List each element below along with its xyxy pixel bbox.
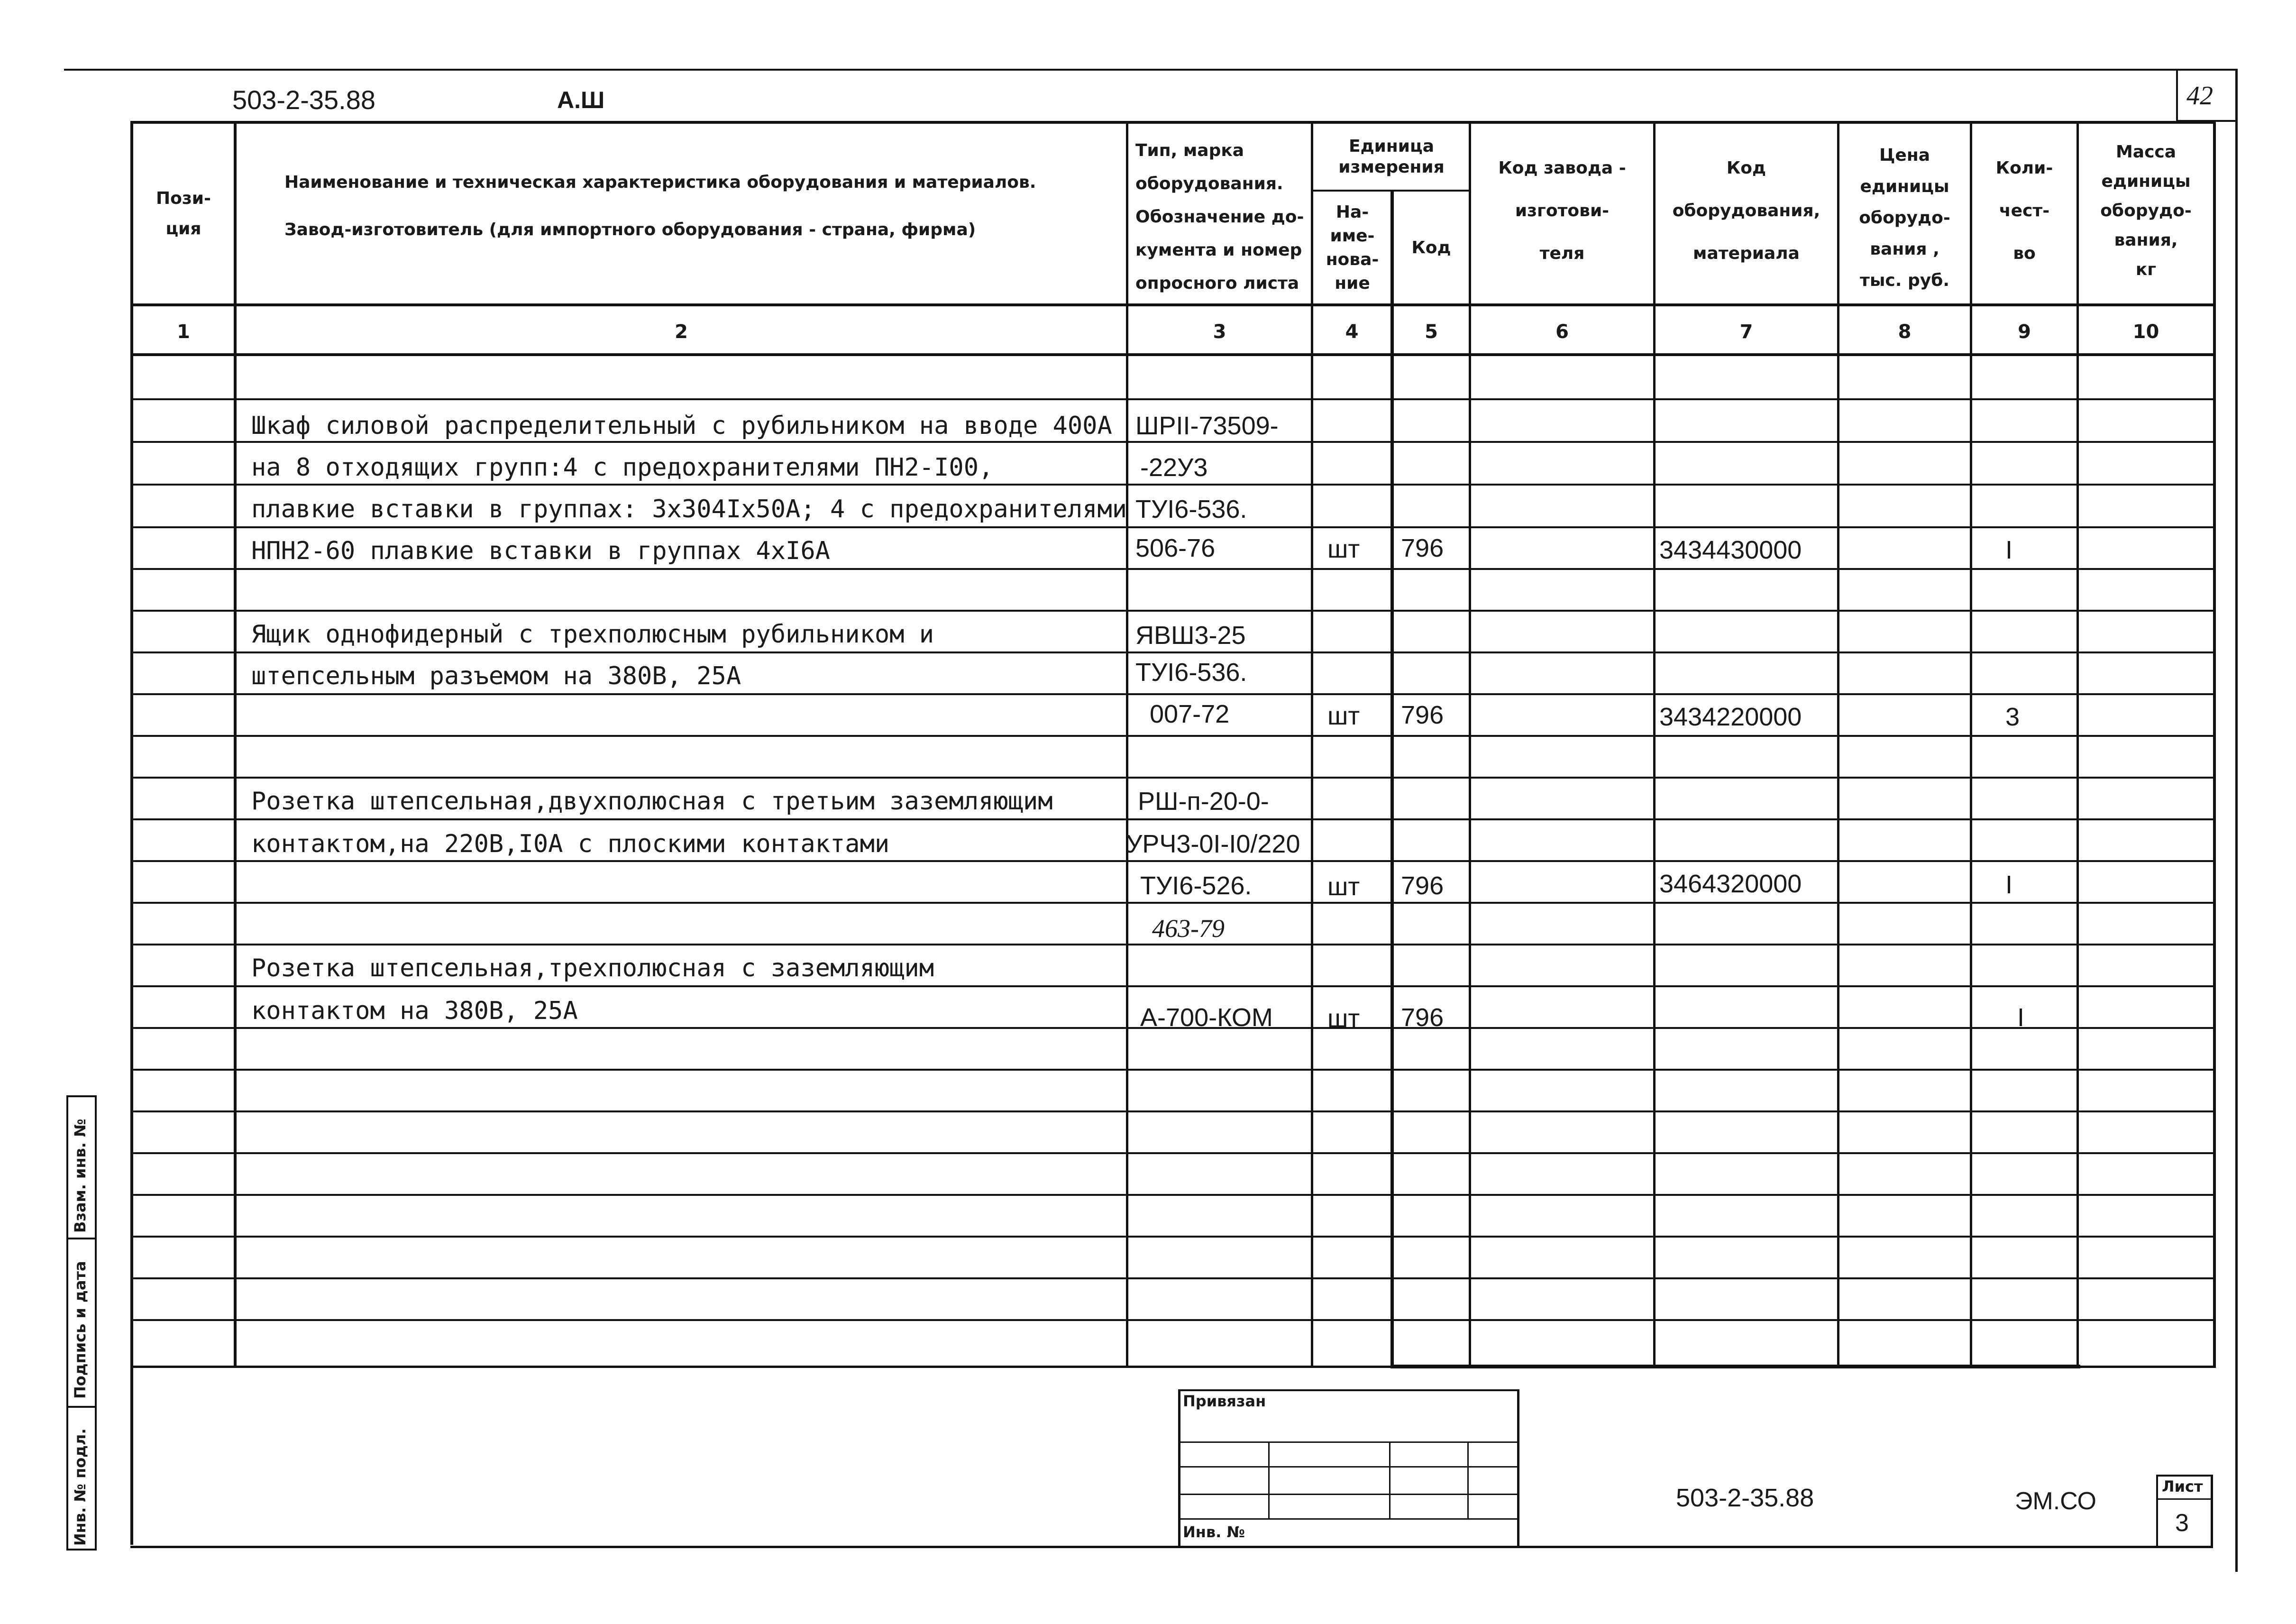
item-unit-code: 796: [1401, 1003, 1444, 1032]
row-line: [130, 441, 2214, 443]
item-name: плавкие вставки в группах: 3х304Iх50А; 4 с предохранителями: [251, 495, 1127, 523]
side-label-signature-date: Подпись и дата: [71, 1261, 89, 1399]
col-header-8: [1839, 138, 1970, 299]
col-header-8-line: оборудо-: [1859, 208, 1950, 228]
col-header-3-line: Обозначение до-: [1135, 207, 1304, 227]
item-unit: шт: [1327, 702, 1360, 730]
col-header-7-line: оборудования,: [1672, 201, 1820, 220]
item-type: 506-76: [1135, 534, 1216, 562]
col-line-6: [1653, 121, 1656, 1368]
col-header-7-line: Код: [1726, 158, 1766, 178]
sheet-box-left: [2156, 1475, 2158, 1548]
side-stamp-bottom: [66, 1549, 97, 1551]
row-line: [130, 1236, 2214, 1238]
col-header-10-line: вания,: [2114, 230, 2178, 250]
col-line-2: [1126, 121, 1128, 1368]
item-type: ТУI6-536.: [1135, 495, 1247, 523]
col-header-4-line: ние: [1335, 273, 1370, 293]
row-line: [130, 860, 2214, 862]
table-bottom-left: [130, 1366, 1393, 1368]
col-number-1: 1: [177, 321, 190, 343]
sheet-box-right: [2211, 1475, 2213, 1548]
col-header-7-line: материала: [1693, 244, 1800, 263]
row-line: [130, 777, 2214, 779]
col-number-4: 4: [1345, 321, 1359, 343]
titleblock-col: [1389, 1441, 1390, 1520]
item-unit-code: 796: [1401, 872, 1444, 900]
row-line: [130, 1069, 2214, 1071]
item-qty: I: [2017, 1003, 2025, 1032]
header-bottom: [130, 303, 2214, 306]
item-code: 3464320000: [1659, 870, 1802, 898]
row-line: [130, 1194, 2214, 1196]
col-header-3-line: Тип, марка: [1135, 141, 1244, 160]
item-qty: I: [2005, 536, 2013, 564]
col-line-3: [1311, 121, 1313, 1368]
item-type: ЯВШ3-25: [1135, 621, 1246, 650]
row-line: [130, 818, 2214, 820]
unit-group-header-line: измерения: [1338, 157, 1445, 177]
col-number-3: 3: [1213, 321, 1226, 343]
privyazan-label: Привязан: [1183, 1392, 1266, 1410]
col-header-1-line: Пози-: [156, 189, 211, 208]
item-name: Розетка штепсельная,трехполюсная с заземляющим: [251, 954, 934, 982]
item-unit: шт: [1327, 535, 1360, 563]
side-stamp-right: [95, 1095, 97, 1551]
item-code: 3434220000: [1659, 703, 1802, 731]
col-line-9: [2076, 121, 2079, 1368]
col-header-2-line: Наименование и техническая характеристика оборудования и материалов.: [284, 173, 1036, 192]
col-header-10-line: оборудо-: [2100, 201, 2192, 220]
frame-right: [2235, 69, 2238, 1572]
col-header-10-line: кг: [2135, 260, 2157, 279]
col-number-9: 9: [2018, 321, 2031, 343]
col-header-10: [2079, 130, 2213, 292]
frame-bottom: [130, 1546, 2213, 1548]
item-name: НПН2-60 плавкие вставки в группах 4хI6А: [251, 537, 830, 565]
col-header-1-line: ция: [165, 219, 201, 239]
row-line: [130, 735, 2214, 737]
table-right: [2213, 121, 2216, 1368]
col-header-4-line: На-: [1336, 202, 1369, 222]
col-header-5: [1394, 192, 1469, 303]
sheet-label: Лист: [2162, 1477, 2203, 1496]
side-stamp-div2: [66, 1406, 97, 1408]
row-line: [130, 610, 2214, 612]
item-name: штепсельным разъемом на 380В, 25А: [251, 662, 741, 690]
col-header-9-line: Коли-: [1995, 158, 2053, 178]
col-header-9: [1972, 142, 2076, 280]
doc-code-header: 503-2-35.88: [232, 85, 376, 115]
item-unit: шт: [1327, 1004, 1360, 1033]
row-line: [130, 568, 2214, 570]
col-header-4-line: нова-: [1326, 249, 1379, 269]
item-type: А-700-КОМ: [1140, 1003, 1273, 1032]
item-qty: I: [2005, 871, 2013, 899]
item-type-handwritten: 463-79: [1152, 914, 1225, 943]
side-stamp-top: [66, 1095, 97, 1097]
item-name: на 8 отходящих групп:4 с предохранителями ПН2-I00,: [251, 453, 994, 482]
col-header-8-line: Цена: [1879, 146, 1930, 165]
col-header-4: [1313, 192, 1391, 303]
sheet-box-div: [2156, 1498, 2213, 1500]
col-line-5: [1469, 121, 1471, 1368]
unit-group-header: [1313, 126, 1470, 188]
col-header-6: [1471, 142, 1653, 280]
item-type: УРЧ3-0I-I0/220: [1126, 830, 1300, 858]
item-name: Розетка штепсельная,двухполюсная с третьим заземляющим: [251, 787, 1053, 816]
item-type: -22У3: [1140, 453, 1208, 482]
item-type: ШРII-73509-: [1135, 412, 1279, 440]
inv-no-label: Инв. №: [1183, 1523, 1245, 1541]
item-code: 3434430000: [1659, 536, 1802, 564]
col-header-6-line: Код завода -: [1498, 158, 1626, 178]
titleblock-mid: [1517, 1389, 1519, 1548]
titleblock-left: [1178, 1389, 1180, 1548]
unit-group-header-line: Единица: [1349, 137, 1434, 156]
page-number: 42: [2186, 81, 2213, 110]
item-type: РШ-п-20-0-: [1138, 787, 1269, 816]
item-qty: 3: [2005, 703, 2020, 731]
row-line: [130, 1110, 2214, 1112]
side-stamp-left: [66, 1095, 68, 1551]
col-number-6: 6: [1555, 321, 1569, 343]
col-header-3: [1135, 132, 1311, 303]
col-number-8: 8: [1898, 321, 1912, 343]
col-header-3-line: оборудования.: [1135, 174, 1283, 193]
col-header-2: [284, 152, 1119, 261]
sheet-number: 3: [2175, 1509, 2189, 1537]
side-label-original-inv: Инв. № подл.: [71, 1428, 89, 1546]
row-line: [130, 526, 2214, 528]
col-header-5-line: Код: [1411, 238, 1451, 257]
unit-group-divider: [1311, 190, 1471, 192]
col-header-7: [1656, 142, 1837, 280]
side-label-replacement-inv: Взам. инв. №: [71, 1119, 89, 1233]
col-header-1: [133, 124, 234, 303]
row-line: [130, 944, 2214, 945]
col-number-10: 10: [2132, 321, 2159, 343]
sheet-box-top: [2156, 1475, 2213, 1477]
row-line: [130, 693, 2214, 695]
titleblock-top: [1178, 1389, 1519, 1391]
row-line: [130, 1152, 2214, 1154]
row-line: [130, 398, 2214, 400]
col-header-6-line: теля: [1539, 244, 1585, 263]
item-name: Ящик однофидерный с трехполюсным рубильником и: [251, 620, 934, 649]
titleblock-col: [1467, 1441, 1469, 1520]
col-header-3-line: кумента и номер: [1135, 240, 1302, 260]
col-number-5: 5: [1425, 321, 1438, 343]
col-header-8-line: вания ,: [1870, 239, 1939, 259]
item-unit: шт: [1327, 872, 1360, 901]
col-header-9-line: во: [2013, 244, 2036, 263]
titleblock-col: [1268, 1441, 1270, 1520]
item-unit-code: 796: [1401, 534, 1444, 562]
col-line-1: [234, 121, 237, 1368]
item-type: ТУI6-526.: [1140, 872, 1252, 900]
col-header-2-line: Завод-изготовитель (для импортного оборудования - страна, фирма): [284, 220, 976, 239]
row-line: [130, 902, 2214, 904]
col-line-7: [1837, 121, 1839, 1368]
page-num-box-left: [2176, 69, 2178, 121]
col-line-8: [1970, 121, 1972, 1368]
col-header-4-line: име-: [1330, 226, 1375, 246]
col-header-10-line: Масса: [2115, 142, 2177, 162]
side-stamp-div1: [66, 1238, 97, 1239]
col-number-7: 7: [1739, 321, 1753, 343]
item-name: Шкаф силовой распределительный с рубильником на вводе 400А: [251, 412, 1112, 440]
top-rule: [64, 69, 2235, 71]
item-name: контактом,на 220В,I0А с плоскими контактами: [251, 830, 890, 858]
col-number-2: 2: [675, 321, 688, 343]
col-line-4: [1390, 190, 1394, 1368]
table-top: [130, 121, 2214, 124]
album-label: А.Ш: [557, 87, 605, 113]
item-unit-code: 796: [1401, 701, 1444, 729]
numbers-bottom: [130, 353, 2214, 356]
item-type: 007-72: [1150, 700, 1230, 728]
col-header-8-line: тыс. руб.: [1859, 271, 1950, 290]
col-header-9-line: чест-: [1999, 201, 2050, 220]
row-line: [130, 1319, 2214, 1321]
item-name: контактом на 380В, 25А: [251, 997, 578, 1025]
col-header-3-line: опросного листа: [1135, 274, 1299, 293]
row-line: [130, 1277, 2214, 1279]
titleblock-mark: ЭМ.СО: [2015, 1487, 2096, 1515]
item-type: ТУI6-536.: [1135, 658, 1247, 687]
col-header-6-line: изготови-: [1515, 201, 1610, 220]
row-line: [130, 484, 2214, 486]
col-header-8-line: единицы: [1860, 177, 1949, 196]
titleblock-doc-code: 503-2-35.88: [1676, 1484, 1814, 1512]
row-line: [130, 651, 2214, 653]
row-line: [130, 985, 2214, 987]
table-bottom-heavy: [1390, 1365, 2080, 1368]
table-bottom-right: [2079, 1366, 2215, 1368]
col-header-10-line: единицы: [2101, 172, 2191, 191]
